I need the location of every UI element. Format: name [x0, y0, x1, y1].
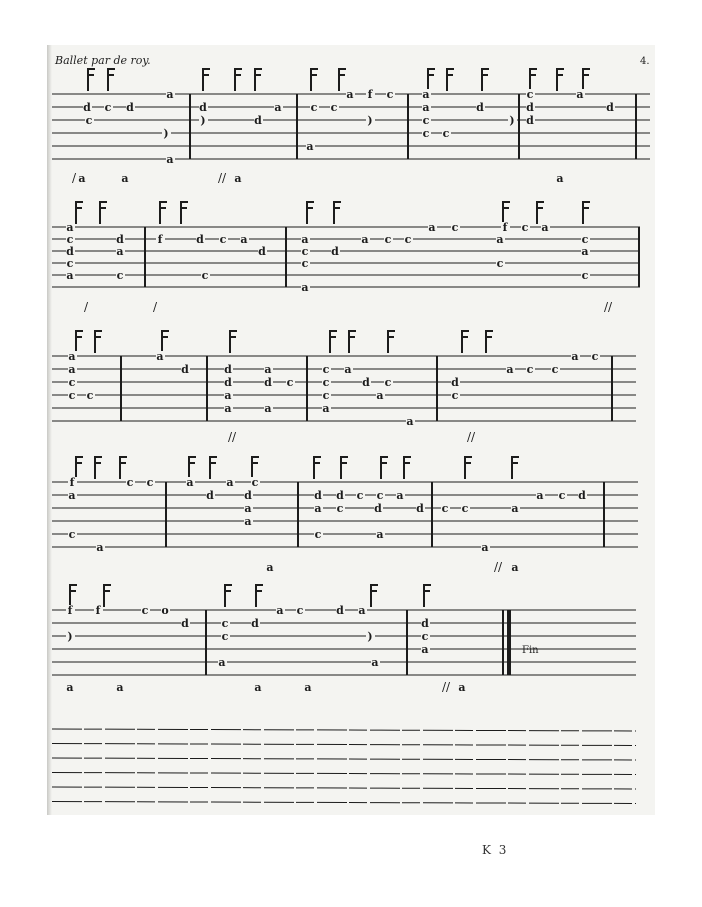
tab-letter: c [441, 502, 449, 515]
tab-letter: d [362, 376, 370, 389]
rhythm-flag [76, 331, 83, 353]
tab-system-1 [52, 69, 650, 185]
tab-letter: a [66, 681, 74, 694]
tab-letter: a [406, 415, 414, 428]
rhythm-flag [104, 585, 111, 607]
rhythm-flag [349, 331, 356, 353]
tab-letter: c [251, 476, 259, 489]
tab-letter: d [66, 245, 74, 258]
tab-letter: c [296, 604, 304, 617]
tab-letter: c [422, 127, 430, 140]
tab-letter: c [310, 101, 318, 114]
tab-letter: d [224, 376, 232, 389]
tab-letter: c [322, 389, 330, 402]
tab-letter: c [591, 350, 599, 363]
tab-letter: c [221, 630, 229, 643]
tab-letter: c [442, 127, 450, 140]
tab-letter: ) [367, 114, 373, 127]
tab-letter: c [384, 233, 392, 246]
beat-mark: // [228, 430, 237, 444]
tab-letter: c [404, 233, 412, 246]
rhythm-flag [76, 202, 83, 224]
tab-letter: c [384, 376, 392, 389]
rhythm-flag [203, 69, 210, 91]
tab-letter: a [96, 541, 104, 554]
tab-letter: a [422, 88, 430, 101]
tab-letter: ) [163, 127, 169, 140]
rhythm-flag [88, 69, 95, 91]
tab-letter: c [286, 376, 294, 389]
tab-letter: a [68, 363, 76, 376]
tab-letter: d [251, 617, 259, 630]
rhythm-flag [512, 457, 519, 479]
tab-letter: a [264, 363, 272, 376]
tab-system-3 [52, 331, 636, 444]
tab-letter: d [314, 489, 322, 502]
beat-mark: / [153, 300, 158, 314]
fin-label: Fin [522, 645, 539, 656]
tab-letter: c [301, 245, 309, 258]
staff-line [52, 729, 636, 731]
tab-letter: a [224, 402, 232, 415]
tab-letter: a [481, 541, 489, 554]
tab-letter: f [67, 604, 73, 617]
tab-letter: a [376, 389, 384, 402]
tab-letter: o [161, 604, 169, 617]
tab-letter: a [186, 476, 194, 489]
rhythm-flag [225, 585, 232, 607]
rhythm-flag [160, 202, 167, 224]
tab-letter: a [511, 561, 519, 574]
tab-letter: a [496, 233, 504, 246]
tab-letter: c [581, 233, 589, 246]
tab-letter: a [506, 363, 514, 376]
tab-letter: a [396, 489, 404, 502]
tab-letter: c [314, 528, 322, 541]
tab-letter: c [322, 376, 330, 389]
tab-letter: f [69, 476, 75, 489]
rhythm-flag [95, 457, 102, 479]
tab-letter: a [536, 489, 544, 502]
rhythm-flag [314, 457, 321, 479]
tab-letter: d [258, 245, 266, 258]
rhythm-flag [311, 69, 318, 91]
tab-letter: c [526, 88, 534, 101]
beat-mark: // [604, 300, 613, 314]
tab-letter: a [244, 502, 252, 515]
tab-letter: ) [367, 630, 373, 643]
rhythm-flag [334, 202, 341, 224]
beat-mark: / [72, 171, 77, 185]
tab-letter: c [322, 363, 330, 376]
tab-letter: a [68, 350, 76, 363]
tab-letter: d [126, 101, 134, 114]
rhythm-flag [95, 331, 102, 353]
tab-letter: d [416, 502, 424, 515]
tab-letter: a [344, 363, 352, 376]
tab-letter: c [526, 363, 534, 376]
tab-letter: a [511, 502, 519, 515]
rhythm-flag [307, 202, 314, 224]
rhythm-flag [341, 457, 348, 479]
tab-letter: a [266, 561, 274, 574]
tab-letter: d [181, 617, 189, 630]
tab-letter: a [358, 604, 366, 617]
tab-letter: a [314, 502, 322, 515]
tab-letter: ) [509, 114, 515, 127]
tab-letter: d [206, 489, 214, 502]
rhythm-flag [557, 69, 564, 91]
tab-letter: d [374, 502, 382, 515]
tab-letter: d [196, 233, 204, 246]
staff-line [52, 758, 636, 760]
tab-letter: c [66, 257, 74, 270]
tab-letter: a [376, 528, 384, 541]
tab-system-2 [52, 202, 640, 314]
tab-letter: d [331, 245, 339, 258]
tab-letter: a [571, 350, 579, 363]
tab-letter: a [116, 245, 124, 258]
tab-letter: ) [200, 114, 206, 127]
tab-letter: a [346, 88, 354, 101]
tab-letter: d [451, 376, 459, 389]
tab-letter: c [68, 528, 76, 541]
rhythm-flag [462, 331, 469, 353]
rhythm-flag [388, 331, 395, 353]
staff-line [52, 744, 636, 746]
staff-line [52, 773, 636, 775]
tab-letter: a [274, 101, 282, 114]
rhythm-flag [381, 457, 388, 479]
tab-letter: d [526, 114, 534, 127]
tab-letter: a [224, 389, 232, 402]
tab-letter: c [336, 502, 344, 515]
tab-letter: a [264, 402, 272, 415]
tab-letter: c [496, 257, 504, 270]
tab-letter: a [244, 515, 252, 528]
running-head: Ballet par de roy. [55, 54, 151, 67]
tab-letter: a [218, 656, 226, 669]
rhythm-flag [404, 457, 411, 479]
rhythm-flag [256, 585, 263, 607]
tab-letter: d [606, 101, 614, 114]
tab-letter: a [240, 233, 248, 246]
tab-letter: d [421, 617, 429, 630]
tab-letter: c [66, 233, 74, 246]
rhythm-flag [235, 69, 242, 91]
tab-letter: a [226, 476, 234, 489]
beat-mark: // [218, 171, 227, 185]
tab-letter: a [556, 172, 564, 185]
signature-mark: K 3 [482, 843, 509, 857]
beat-mark: // [494, 560, 503, 574]
tab-letter: a [304, 681, 312, 694]
tab-letter: c [356, 489, 364, 502]
tab-letter: a [78, 172, 86, 185]
rhythm-flag [255, 69, 262, 91]
tab-letter: d [578, 489, 586, 502]
tab-letter: c [104, 101, 112, 114]
tab-letter: c [521, 221, 529, 234]
tab-letter: c [581, 269, 589, 282]
tab-system-5 [52, 585, 636, 694]
page-number: 4. [640, 56, 650, 67]
tab-letter: c [201, 269, 209, 282]
tab-letter: c [68, 389, 76, 402]
tab-letter: a [541, 221, 549, 234]
tab-system-6 [52, 729, 636, 804]
tab-letter: a [421, 643, 429, 656]
tab-system-4 [52, 457, 638, 574]
tab-letter: c [558, 489, 566, 502]
tab-letter: d [526, 101, 534, 114]
tab-letter: c [461, 502, 469, 515]
rhythm-flag [424, 585, 431, 607]
tab-letter: c [330, 101, 338, 114]
tab-letter: a [68, 489, 76, 502]
tab-letter: a [301, 281, 309, 294]
tab-letter: d [336, 604, 344, 617]
tab-letter: f [157, 233, 163, 246]
rhythm-flag [447, 69, 454, 91]
rhythm-flag [108, 69, 115, 91]
tab-letter: a [428, 221, 436, 234]
tab-letter: f [95, 604, 101, 617]
tab-letter: c [386, 88, 394, 101]
tab-letter: a [166, 153, 174, 166]
beat-mark: // [467, 430, 476, 444]
tab-letter: a [371, 656, 379, 669]
rhythm-flag [100, 202, 107, 224]
tab-letter: c [422, 114, 430, 127]
tab-letter: c [301, 257, 309, 270]
tab-letter: a [322, 402, 330, 415]
tab-letter: a [458, 681, 466, 694]
staff-line [52, 787, 636, 789]
tab-letter: a [254, 681, 262, 694]
tab-letter: a [66, 221, 74, 234]
tab-letter: c [421, 630, 429, 643]
tab-letter: c [451, 389, 459, 402]
tab-letter: c [551, 363, 559, 376]
tab-letter: c [126, 476, 134, 489]
tab-letter: d [83, 101, 91, 114]
tab-letter: a [581, 245, 589, 258]
rhythm-flag [210, 457, 217, 479]
rhythm-flag [482, 69, 489, 91]
rhythm-flag [181, 202, 188, 224]
tab-letter: c [141, 604, 149, 617]
tab-letter: d [336, 489, 344, 502]
rhythm-flag [339, 69, 346, 91]
tab-letter: a [156, 350, 164, 363]
tab-letter: a [301, 233, 309, 246]
rhythm-flag [230, 331, 237, 353]
tab-letter: c [86, 389, 94, 402]
rhythm-flag [583, 202, 590, 224]
tab-letter: d [476, 101, 484, 114]
tab-letter: a [276, 604, 284, 617]
tab-letter: a [306, 140, 314, 153]
tab-letter: c [146, 476, 154, 489]
tab-letter: c [68, 376, 76, 389]
tab-letter: f [367, 88, 373, 101]
tab-letter: d [264, 376, 272, 389]
tab-letter: a [121, 172, 129, 185]
rhythm-flag [465, 457, 472, 479]
rhythm-flag [486, 331, 493, 353]
tab-letter: c [219, 233, 227, 246]
tab-letter: c [221, 617, 229, 630]
tab-letter: d [224, 363, 232, 376]
tab-letter: c [116, 269, 124, 282]
tab-letter: d [244, 489, 252, 502]
tab-letter: a [422, 101, 430, 114]
tab-letter: d [254, 114, 262, 127]
rhythm-flag [371, 585, 378, 607]
tab-letter: d [116, 233, 124, 246]
rhythm-flag [76, 457, 83, 479]
tab-letter: c [451, 221, 459, 234]
tab-letter: a [361, 233, 369, 246]
rhythm-flag [330, 331, 337, 353]
tab-letter: c [85, 114, 93, 127]
tab-letter: d [181, 363, 189, 376]
tab-letter: a [166, 88, 174, 101]
tab-letter: a [234, 172, 242, 185]
rhythm-flag [583, 69, 590, 91]
tab-letter: f [502, 221, 508, 234]
staff-line [52, 802, 636, 804]
tab-letter: a [576, 88, 584, 101]
tab-letter: a [66, 269, 74, 282]
beat-mark: // [442, 680, 451, 694]
tab-letter: c [376, 489, 384, 502]
tab-letter: d [199, 101, 207, 114]
tab-letter: a [116, 681, 124, 694]
tab-letter: ) [67, 630, 73, 643]
beat-mark: / [84, 300, 89, 314]
